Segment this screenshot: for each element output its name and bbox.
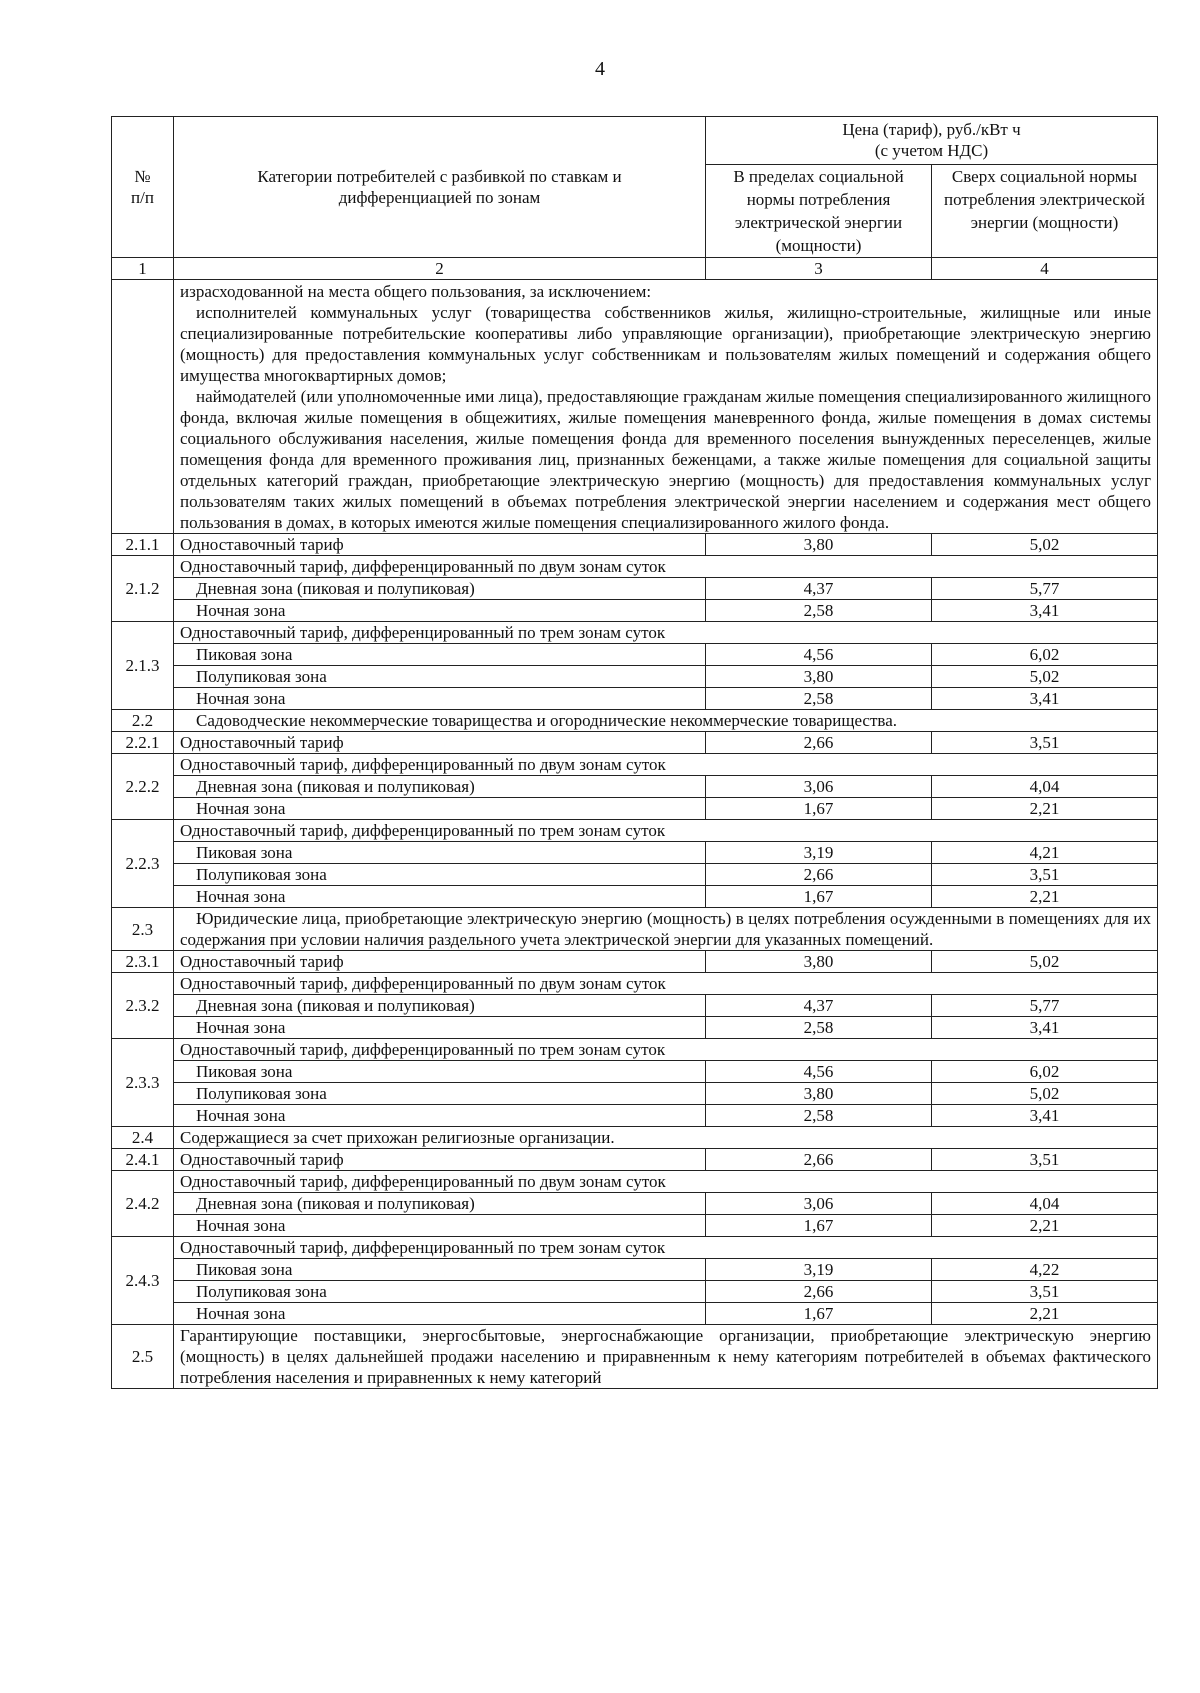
row-label: Полупиковая зона	[174, 666, 706, 688]
value-within: 2,66	[706, 1281, 932, 1303]
row-number: 2.1.3	[112, 622, 174, 710]
row-2-4-3-half-peak	[112, 1281, 1158, 1303]
value-within: 3,06	[706, 1193, 932, 1215]
value-over: 5,02	[932, 951, 1158, 973]
row-number: 2.2.1	[112, 732, 174, 754]
row-label: Пиковая зона	[174, 1061, 706, 1083]
row-label: Одноставочный тариф, дифференцированный по двум зонам суток	[174, 556, 1158, 578]
header-over-norm: Сверх социальной нормы потребления электрической энергии (мощности)	[932, 165, 1158, 258]
value-over: 4,04	[932, 1193, 1158, 1215]
value-within: 3,19	[706, 1259, 932, 1281]
row-number: 2.4.1	[112, 1149, 174, 1171]
value-within: 4,37	[706, 995, 932, 1017]
value-within: 1,67	[706, 1303, 932, 1325]
row-label: Ночная зона	[174, 1017, 706, 1039]
row-label: Дневная зона (пиковая и полупиковая)	[174, 776, 706, 798]
row-label: Одноставочный тариф, дифференцированный по трем зонам суток	[174, 820, 1158, 842]
row-label: Одноставочный тариф	[174, 1149, 706, 1171]
value-within: 4,56	[706, 644, 932, 666]
row-number: 2.2.3	[112, 820, 174, 908]
tariff-table	[111, 116, 1158, 1389]
value-within: 2,66	[706, 864, 932, 886]
row-label: Одноставочный тариф, дифференцированный по двум зонам суток	[174, 1171, 1158, 1193]
row-number: 2.4.2	[112, 1171, 174, 1237]
value-within: 4,37	[706, 578, 932, 600]
value-over: 3,41	[932, 688, 1158, 710]
row-2-3-2-night	[112, 1017, 1158, 1039]
value-over: 5,02	[932, 666, 1158, 688]
value-within: 3,80	[706, 666, 932, 688]
row-label: Дневная зона (пиковая и полупиковая)	[174, 578, 706, 600]
value-over: 2,21	[932, 886, 1158, 908]
value-within: 2,58	[706, 1105, 932, 1127]
value-over: 6,02	[932, 644, 1158, 666]
row-2-2-3-peak	[112, 842, 1158, 864]
row-2-2-2-night	[112, 798, 1158, 820]
row-label: Полупиковая зона	[174, 1281, 706, 1303]
row-2-2-1	[112, 732, 1158, 754]
row-2-4	[112, 1127, 1158, 1149]
row-section-title: Садоводческие некоммерческие товарищества и огороднические некоммерческие товарищества.	[174, 710, 1158, 732]
row-label: Полупиковая зона	[174, 864, 706, 886]
value-over: 3,51	[932, 1149, 1158, 1171]
row-section-title: Содержащиеся за счет прихожан религиозные организации.	[174, 1127, 1158, 1149]
value-over: 4,22	[932, 1259, 1158, 1281]
row-section-title: Гарантирующие поставщики, энергосбытовые, энергоснабжающие организации, приобретающие электрическую энергию (мощность) в целях дальнейшей продажи населению и приравненным к нему категориям потребителей в объемах фактического потребления населения и приравненных к нему категорий	[174, 1325, 1158, 1389]
row-2-5	[112, 1325, 1158, 1389]
row-label: Ночная зона	[174, 1215, 706, 1237]
row-2-2-2-title	[112, 754, 1158, 776]
value-over: 3,41	[932, 600, 1158, 622]
value-within: 3,06	[706, 776, 932, 798]
value-over: 2,21	[932, 798, 1158, 820]
value-over: 4,04	[932, 776, 1158, 798]
row-2-1-2-day	[112, 578, 1158, 600]
row-label: Одноставочный тариф, дифференцированный по двум зонам суток	[174, 754, 1158, 776]
row-number: 2.4	[112, 1127, 174, 1149]
col-index-2: 2	[174, 258, 706, 280]
row-2-3-3-peak	[112, 1061, 1158, 1083]
row-2-4-2-day	[112, 1193, 1158, 1215]
row-2-2-3-title	[112, 820, 1158, 842]
row-label: Одноставочный тариф, дифференцированный по трем зонам суток	[174, 622, 1158, 644]
row-2-1-3-peak	[112, 644, 1158, 666]
value-over: 3,51	[932, 1281, 1158, 1303]
row-number: 2.1.2	[112, 556, 174, 622]
row-2-1-2-title	[112, 556, 1158, 578]
row-label: Ночная зона	[174, 688, 706, 710]
row-label: Ночная зона	[174, 798, 706, 820]
row-number: 2.3.3	[112, 1039, 174, 1127]
value-within: 2,58	[706, 688, 932, 710]
row-2-3-3-night	[112, 1105, 1158, 1127]
row-label: Ночная зона	[174, 1303, 706, 1325]
value-within: 2,66	[706, 732, 932, 754]
col-index-3: 3	[706, 258, 932, 280]
row-2-2-3-night	[112, 886, 1158, 908]
row-2-3-1	[112, 951, 1158, 973]
intro-row	[112, 280, 1158, 534]
intro-num-cell	[112, 280, 174, 534]
row-2-3-2-day	[112, 995, 1158, 1017]
row-2-4-3-peak	[112, 1259, 1158, 1281]
row-number: 2.3	[112, 908, 174, 951]
row-label: Пиковая зона	[174, 842, 706, 864]
header-price: Цена (тариф), руб./кВт ч (с учетом НДС)	[706, 117, 1158, 165]
row-label: Дневная зона (пиковая и полупиковая)	[174, 995, 706, 1017]
value-within: 2,66	[706, 1149, 932, 1171]
value-over: 3,51	[932, 864, 1158, 886]
intro-cell	[174, 280, 1158, 534]
row-2-4-2-title	[112, 1171, 1158, 1193]
row-label: Одноставочный тариф	[174, 951, 706, 973]
header-category: Категории потребителей с разбивкой по ставкам и дифференциацией по зонам	[174, 117, 706, 258]
row-2-3	[112, 908, 1158, 951]
row-label: Ночная зона	[174, 600, 706, 622]
row-label: Одноставочный тариф, дифференцированный по трем зонам суток	[174, 1039, 1158, 1061]
row-2-4-3-night	[112, 1303, 1158, 1325]
row-2-3-3-half-peak	[112, 1083, 1158, 1105]
row-2-1-3-night	[112, 688, 1158, 710]
col-index-1: 1	[112, 258, 174, 280]
value-over: 4,21	[932, 842, 1158, 864]
row-number: 2.2	[112, 710, 174, 732]
value-over: 5,77	[932, 578, 1158, 600]
row-2-3-3-title	[112, 1039, 1158, 1061]
row-label: Пиковая зона	[174, 1259, 706, 1281]
value-over: 5,77	[932, 995, 1158, 1017]
row-label: Одноставочный тариф, дифференцированный по двум зонам суток	[174, 973, 1158, 995]
row-label: Одноставочный тариф	[174, 732, 706, 754]
value-within: 3,19	[706, 842, 932, 864]
row-label: Пиковая зона	[174, 644, 706, 666]
value-within: 3,80	[706, 1083, 932, 1105]
row-2-1-3-half-peak	[112, 666, 1158, 688]
value-over: 6,02	[932, 1061, 1158, 1083]
row-label: Дневная зона (пиковая и полупиковая)	[174, 1193, 706, 1215]
column-index-row	[112, 258, 1158, 280]
row-label: Полупиковая зона	[174, 1083, 706, 1105]
row-2-4-3-title	[112, 1237, 1158, 1259]
row-2-3-2-title	[112, 973, 1158, 995]
value-within: 1,67	[706, 798, 932, 820]
row-2-2-2-day	[112, 776, 1158, 798]
row-2-4-1	[112, 1149, 1158, 1171]
value-within: 1,67	[706, 1215, 932, 1237]
value-within: 3,80	[706, 951, 932, 973]
row-number: 2.3.1	[112, 951, 174, 973]
value-over: 2,21	[932, 1215, 1158, 1237]
row-2-2	[112, 710, 1158, 732]
row-number: 2.4.3	[112, 1237, 174, 1325]
intro-para-1: исполнителей коммунальных услуг (товарищества собственников жилья, жилищно-строительные, жилищные или иные специализированные потребительские кооперативы либо управляющие организации), приобретающие электрическую энергию (мощность) для предоставления коммунальных услуг собственникам и пользователям жилых помещений и содержания общего имущества многоквартирных домов;	[180, 303, 1151, 385]
row-2-2-3-half-peak	[112, 864, 1158, 886]
col-index-4: 4	[932, 258, 1158, 280]
value-over: 5,02	[932, 534, 1158, 556]
page-number: 4	[595, 58, 605, 80]
value-over: 5,02	[932, 1083, 1158, 1105]
value-over: 2,21	[932, 1303, 1158, 1325]
row-number: 2.2.2	[112, 754, 174, 820]
row-number: 2.1.1	[112, 534, 174, 556]
value-over: 3,41	[932, 1105, 1158, 1127]
row-label: Ночная зона	[174, 886, 706, 908]
row-2-1-2-night	[112, 600, 1158, 622]
value-within: 3,80	[706, 534, 932, 556]
value-over: 3,51	[932, 732, 1158, 754]
header-row	[112, 117, 1158, 165]
value-within: 2,58	[706, 1017, 932, 1039]
row-number: 2.3.2	[112, 973, 174, 1039]
row-label: Одноставочный тариф	[174, 534, 706, 556]
value-within: 1,67	[706, 886, 932, 908]
row-label: Ночная зона	[174, 1105, 706, 1127]
row-label: Одноставочный тариф, дифференцированный по трем зонам суток	[174, 1237, 1158, 1259]
intro-para-2: наймодателей (или уполномоченные ими лица), предоставляющие гражданам жилые помещения специализированного жилищного фонда, включая жилые помещения в общежитиях, жилые помещения маневренного фонда, жилые помещения в домах системы социального обслуживания населения, жилые помещения фонда для временного поселения вынужденных переселенцев, жилые помещения фонда для временного проживания лиц, признанных беженцами, а также жилые помещения для социальной защиты отдельных категорий граждан, приобретающие электрическую энергию (мощность) для предоставления коммунальных услуг пользователям таких жилых помещений в объемах потребления электрической энергии населением и содержания мест общего пользования в домах, в которых имеются жилые помещения специализированного жилого фонда.	[180, 387, 1151, 532]
row-section-title: Юридические лица, приобретающие электрическую энергию (мощность) в целях потребления осужденными в помещениях для их содержания при условии наличия раздельного учета электрической энергии для указанных помещений.	[174, 908, 1158, 951]
row-2-4-2-night	[112, 1215, 1158, 1237]
row-number: 2.5	[112, 1325, 174, 1389]
header-num: № п/п	[112, 117, 174, 258]
intro-line: израсходованной на места общего пользования, за исключением:	[180, 282, 652, 301]
row-2-1-3-title	[112, 622, 1158, 644]
value-over: 3,41	[932, 1017, 1158, 1039]
value-within: 4,56	[706, 1061, 932, 1083]
header-within-norm: В пределах социальной нормы потребления электрической энергии (мощности)	[706, 165, 932, 258]
value-within: 2,58	[706, 600, 932, 622]
row-2-1-1	[112, 534, 1158, 556]
